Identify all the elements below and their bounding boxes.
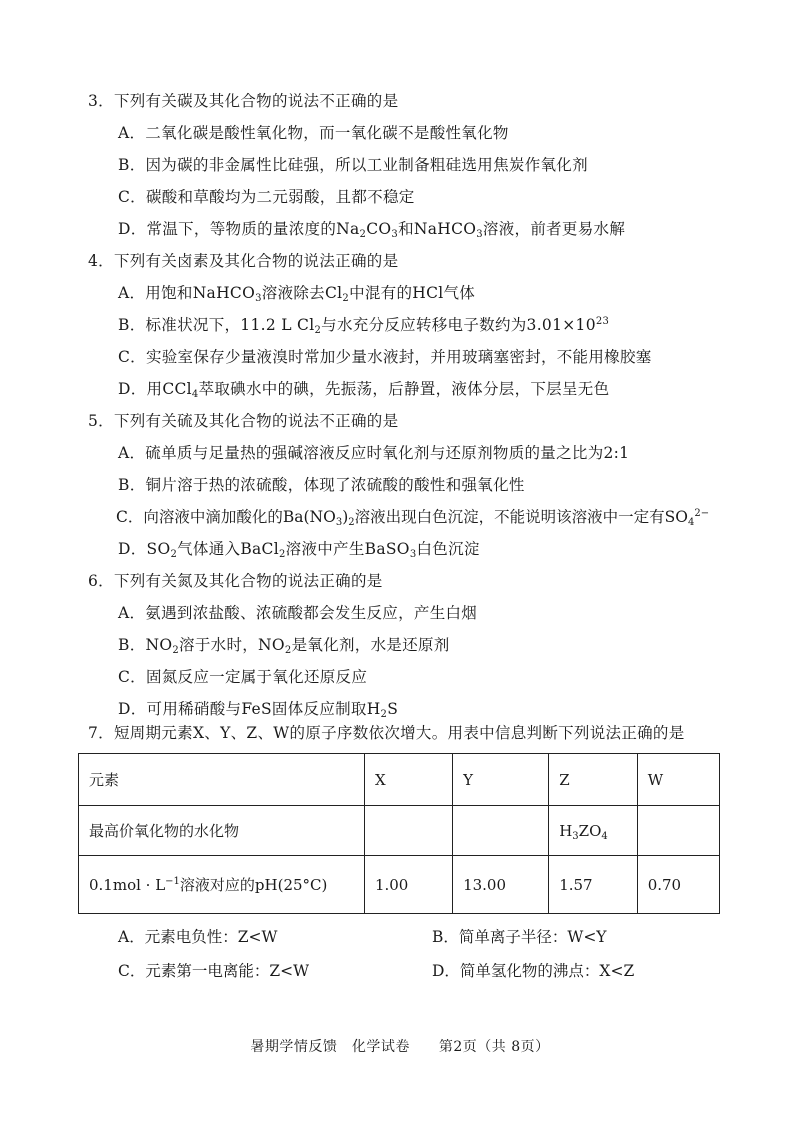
text-part: S	[387, 700, 399, 718]
question-3-option-d	[118, 219, 625, 239]
text-part: 与水充分反应转移电子数约为3.01×10	[321, 316, 596, 334]
table-cell	[453, 806, 549, 856]
subscript: 3	[572, 830, 579, 842]
question-3-option-c: C．碳酸和草酸均为二元弱酸，且都不稳定	[118, 188, 415, 206]
table-cell: 1.00	[364, 856, 452, 914]
text-part: 和NaHCO	[398, 220, 477, 238]
text-part: 溶液，前者更易水解	[482, 220, 626, 238]
text-part: 萃取碘水中的碘，先振荡，后静置，液体分层，下层呈无色	[198, 380, 610, 398]
text-part: 0.1mol · L	[89, 876, 166, 894]
table-cell	[79, 856, 365, 914]
question-6-option-d	[118, 699, 398, 719]
question-3-option-a: A．二氧化碳是酸性氧化物，而一氧化碳不是酸性氧化物	[118, 124, 509, 142]
superscript: 2−	[694, 508, 710, 519]
element-info-table	[78, 753, 720, 914]
question-7-option-b: B．简单离子半径：W<Y	[432, 928, 607, 946]
subscript: 2	[170, 549, 178, 560]
question-5-option-b: B．铜片溶于热的浓硫酸，体现了浓硫酸的酸性和强氧化性	[118, 476, 525, 494]
text-part: 气体通入BaCl	[177, 540, 279, 558]
subscript: 2	[342, 293, 350, 304]
subscript: 3	[335, 517, 343, 528]
table-row	[79, 856, 720, 914]
table-cell	[364, 806, 452, 856]
text-part: 溶液对应的pH(25°C)	[179, 876, 328, 894]
table-cell: 1.57	[549, 856, 638, 914]
question-5-option-a: A．硫单质与足量热的强碱溶液反应时氧化剂与还原剂物质的量之比为2:1	[118, 444, 630, 462]
text-part: H	[559, 821, 573, 840]
text-part: CO	[366, 220, 392, 238]
question-5-option-d	[118, 539, 480, 559]
superscript: 23	[595, 316, 610, 327]
text-part: 溶液中产生BaSO	[285, 540, 410, 558]
text-part: )	[342, 508, 349, 526]
question-6-stem: 6．下列有关氮及其化合物的说法正确的是	[88, 572, 383, 590]
question-4-option-b	[118, 315, 609, 335]
subscript: 3	[476, 229, 483, 240]
subscript: 2	[380, 709, 388, 720]
table-row	[79, 754, 720, 806]
question-4-stem: 4．下列有关卤素及其化合物的说法正确的是	[88, 252, 399, 270]
table-cell	[637, 806, 719, 856]
text-part: A．用饱和NaHCO	[118, 284, 256, 302]
subscript: 4	[191, 389, 199, 400]
subscript: 4	[601, 830, 608, 842]
text-part: 溶液出现白色沉淀，不能说明该溶液中一定有SO	[354, 508, 688, 526]
text-part: 溶于水时，NO	[179, 636, 285, 654]
subscript: 2	[359, 229, 367, 240]
table-cell: 13.00	[453, 856, 549, 914]
table-header-cell: X	[364, 754, 452, 806]
question-6-option-c: C．固氮反应一定属于氧化还原反应	[118, 668, 368, 686]
question-5-stem: 5．下列有关硫及其化合物的说法不正确的是	[88, 412, 399, 430]
subscript: 3	[255, 293, 262, 304]
subscript: 2	[348, 517, 355, 528]
question-7-option-d: D．简单氢化物的沸点：X<Z	[432, 962, 635, 980]
text-part: 白色沉淀	[416, 540, 480, 558]
question-3-option-b: B．因为碳的非金属性比硅强，所以工业制备粗硅选用焦炭作氧化剂	[118, 156, 588, 174]
page-footer: 暑期学情反馈 化学试卷 第2页（共 8页）	[250, 1039, 550, 1055]
text-part: 中混有的HCl气体	[349, 284, 476, 302]
subscript: 3	[409, 549, 417, 560]
table-header-cell: Y	[453, 754, 549, 806]
question-4-option-a	[118, 283, 475, 303]
question-5-option-c	[116, 507, 709, 527]
question-7-stem: 7．短周期元素X、Y、Z、W的原子序数依次增大。用表中信息判断下列说法正确的是	[88, 724, 685, 742]
table-cell: 最高价氧化物的水化物	[79, 806, 365, 856]
table-header-cell: W	[637, 754, 719, 806]
text-part: 溶液除去Cl	[261, 284, 343, 302]
subscript: 4	[687, 517, 695, 528]
superscript: −1	[165, 876, 180, 887]
table-cell	[549, 806, 638, 856]
subscript: 2	[278, 549, 286, 560]
table-row	[79, 806, 720, 856]
subscript: 2	[172, 645, 180, 656]
text-part: 是氧化剂，水是还原剂	[291, 636, 450, 654]
question-4-option-d	[118, 379, 609, 399]
question-4-option-c: C．实验室保存少量液溴时常加少量水液封，并用玻璃塞密封，不能用橡胶塞	[118, 348, 652, 366]
subscript: 2	[314, 325, 322, 336]
table-cell: 0.70	[637, 856, 719, 914]
table-header-cell: Z	[549, 754, 638, 806]
subscript: 3	[391, 229, 399, 240]
text-part: D．SO	[118, 540, 171, 558]
question-6-option-b	[118, 635, 450, 655]
table-header-cell: 元素	[79, 754, 365, 806]
text-part: B．NO	[118, 636, 173, 654]
text-part: D．常温下，等物质的量浓度的Na	[118, 220, 360, 238]
question-6-option-a: A．氨遇到浓盐酸、浓硫酸都会发生反应，产生白烟	[118, 604, 478, 622]
text-part: B．标准状况下，11.2 L Cl	[118, 316, 315, 334]
question-7-option-c: C．元素第一电离能：Z<W	[118, 962, 310, 980]
question-7-option-a: A．元素电负性：Z<W	[118, 928, 278, 946]
question-3-stem: 3．下列有关碳及其化合物的说法不正确的是	[88, 92, 399, 110]
text-part: C．向溶液中滴加酸化的Ba(NO	[116, 508, 336, 526]
subscript: 2	[284, 645, 292, 656]
text-part: D．可用稀硝酸与FeS固体反应制取H	[118, 700, 381, 718]
text-part: ZO	[578, 821, 602, 840]
text-part: D．用CCl	[118, 380, 192, 398]
